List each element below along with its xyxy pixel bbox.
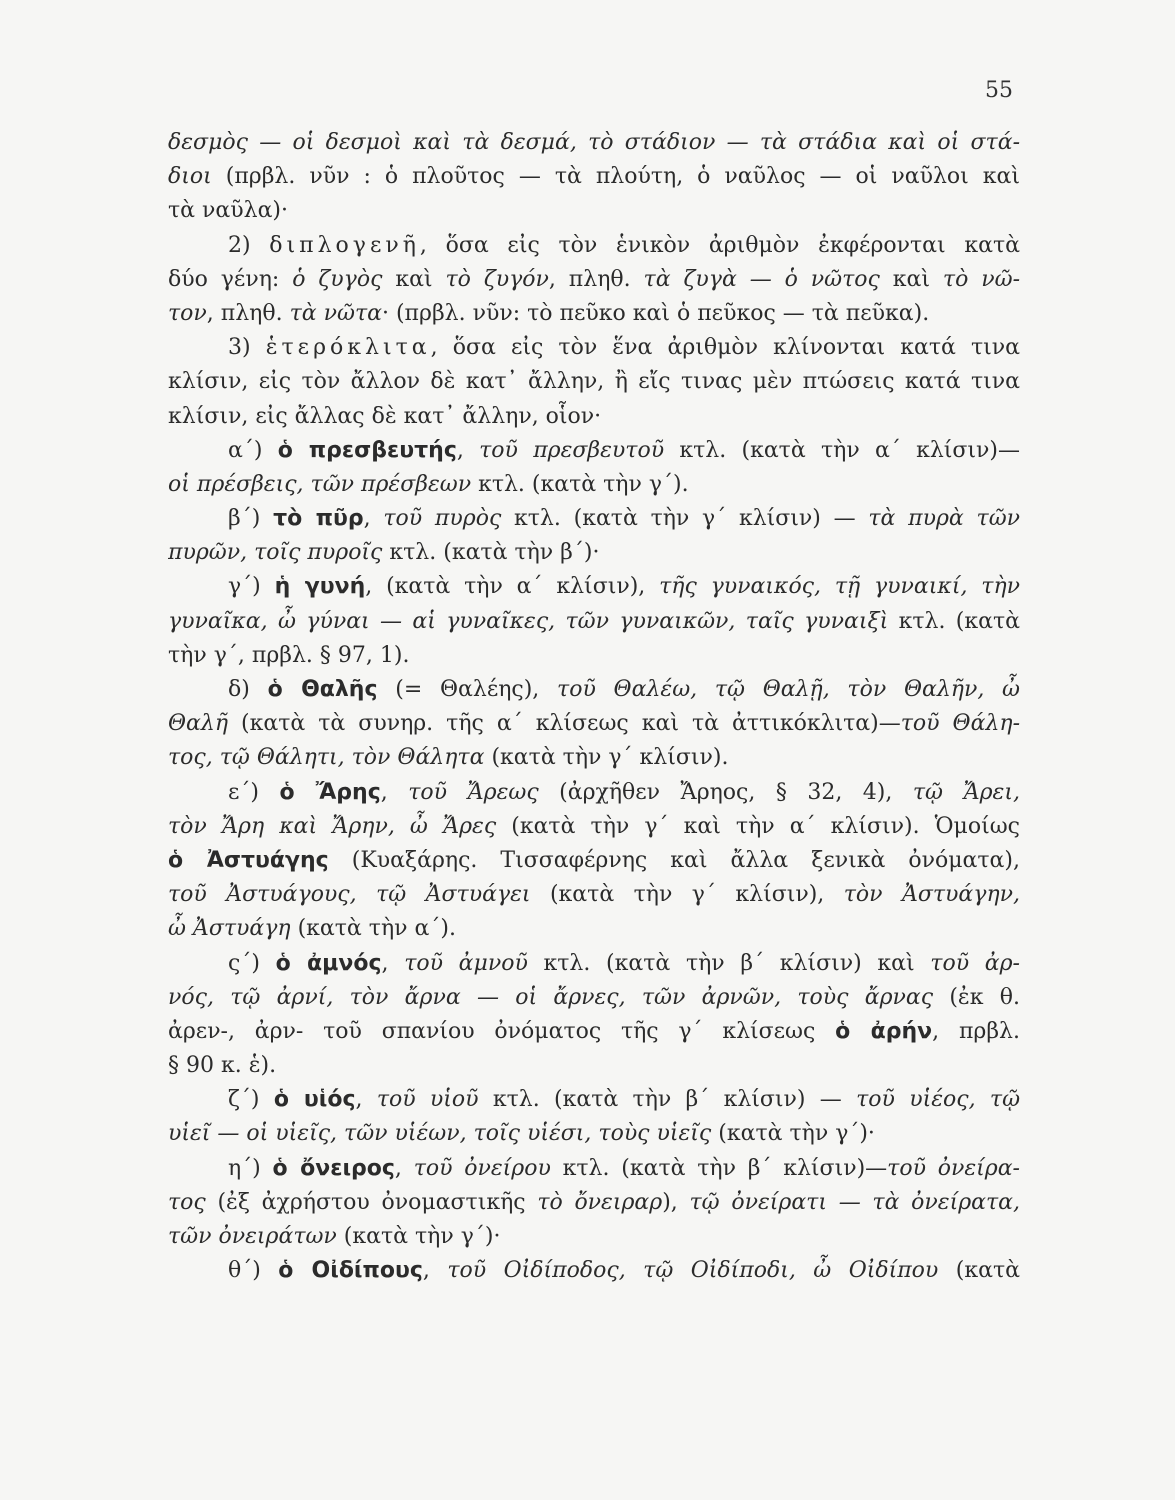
text-line [168, 1117, 1020, 1151]
text-run: τοῦ Ἄρεως [408, 779, 539, 805]
text-run: υἱεῖ — οἱ υἱεῖς, τῶν υἱέων, τοῖς υἱέσι, τοὺς υἱεῖς [168, 1121, 712, 1147]
text-line [168, 741, 1020, 775]
text-run: κλίσιν, εἰς ἄλλας δὲ κατ᾽ ἄλλην, οἷον· [168, 403, 602, 429]
headword: ὁ ὄνειρος [272, 1155, 395, 1181]
text-run: κτλ. (κατὰ τὴν α΄ κλίσιν)— [664, 437, 1020, 463]
text-line [168, 605, 1020, 639]
text-run: τος, τῷ Θάλητι, τὸν Θάλητα [168, 745, 485, 771]
text-line [168, 1015, 1020, 1049]
text-line [168, 673, 1020, 707]
text-line [168, 263, 1020, 297]
text-run: τὰ ζυγὰ — ὁ νῶτος [643, 266, 880, 292]
headword: ἡ γυνή [274, 574, 366, 600]
text-run: , ὅσα εἰς τὸν ἕνα ἀριθμὸν κλίνονται κατά τινα [430, 335, 1020, 361]
text-line [168, 536, 1020, 570]
text-run: τὰ πυρὰ τῶν [868, 506, 1020, 532]
text-run: δύο γένη: [168, 266, 293, 292]
text-run: κτλ. (κατὰ τὴν β΄ κλίσιν)— [550, 1155, 888, 1181]
text-line [168, 400, 1020, 434]
text-line [168, 502, 1020, 536]
headword: ὁ ἀμνός [275, 950, 382, 976]
text-run: β΄) [228, 506, 274, 532]
text-run: (κατὰ [938, 1258, 1020, 1284]
text-run: καὶ [879, 266, 943, 292]
text-line [168, 947, 1020, 981]
text-run: τὰ νῶτα [289, 300, 382, 326]
text-run: κτλ. (κατὰ [888, 608, 1020, 634]
text-line [168, 1254, 1020, 1288]
text-line [168, 434, 1020, 468]
text-run: τοῦ ὀνείρου [413, 1155, 551, 1181]
text-run: (κατὰ τὴν γ΄)· [336, 1224, 501, 1249]
text-run: · (πρβλ. νῦν: τὸ πεῦκο καὶ ὁ πεῦκος — τὰ πεῦκα). [381, 300, 930, 326]
text-line [168, 194, 1020, 228]
text-run: , [380, 779, 409, 805]
text-line [168, 1049, 1020, 1083]
text-run: τοῦ Ἀστυάγους, τῷ Ἀστυάγει [168, 882, 531, 908]
page-number: 55 [985, 78, 1013, 103]
headword: ὁ Θαλῆς [267, 677, 378, 702]
text-run: τὴν γ΄, πρβλ. § 97, 1). [168, 642, 410, 668]
text-line [168, 1083, 1020, 1117]
headword: ὁ Ἀστυάγης [168, 847, 329, 873]
text-run: (ἐξ ἀχρήστου ὀνομαστικῆς [205, 1189, 538, 1215]
text-line [168, 297, 1020, 331]
text-line [168, 912, 1020, 946]
text-line [168, 1220, 1020, 1254]
text-run: τὸ νῶ- [942, 266, 1020, 292]
headword: ὁ Οἰδίπους [278, 1258, 423, 1284]
text-line [168, 1186, 1020, 1220]
text-line [168, 365, 1020, 399]
text-run: , (κατὰ τὴν α΄ κλίσιν), [365, 574, 660, 600]
text-run: (πρβλ. νῦν : ὁ πλοῦτος — τὰ πλούτη, ὁ ναῦλος — οἱ ναῦλοι καὶ [211, 164, 1020, 190]
text-run: τὸ ὄνειραρ [537, 1189, 663, 1215]
text-run: , ὅσα εἰς τὸν ἑνικὸν ἀριθμὸν ἐκφέρονται κατὰ [419, 232, 1020, 258]
text-run: διοι [168, 164, 212, 190]
text-run: κτλ. (κατὰ τὴν β΄ κλίσιν) καὶ [527, 950, 931, 976]
text-run: τοῦ Θάλη- [900, 711, 1020, 737]
text-run: τοῦ ὀνείρα- [887, 1155, 1020, 1181]
text-run: τος [168, 1189, 206, 1215]
text-run: κλίσιν, εἰς τὸν ἄλλον δὲ κατ᾽ ἄλλην, ἢ εἴς τινας μὲν πτώσεις κατά τινα [168, 369, 1020, 395]
text-run: καὶ [382, 266, 446, 292]
headword: ὁ ἀρήν [835, 1018, 933, 1044]
text-run: τοῦ ἀμνοῦ [404, 950, 528, 976]
text-run: νός, τῷ ἀρνί, τὸν ἄρνα — οἱ ἄρνες, τῶν ἀρνῶν, τοὺς ἄρνας [168, 984, 934, 1010]
headword: τὸ πῦρ [273, 506, 364, 532]
text-run: (κατὰ τὴν γ΄ καὶ τὴν α΄ κλίσιν). Ὁμοίως [496, 813, 1020, 839]
text-run: διπλογενῆ [269, 232, 420, 258]
text-run: τοῦ πυρὸς [383, 506, 502, 532]
text-line [168, 1152, 1020, 1186]
headword: ὁ υἱός [273, 1087, 356, 1113]
text-run: , [394, 1155, 414, 1181]
text-run: ζ΄) [228, 1087, 274, 1113]
text-run: § 90 κ. ἑ). [168, 1053, 277, 1079]
text-run: (ἀρχῆθεν Ἄρηος, § 32, 4), [538, 779, 913, 805]
body-text [168, 126, 1020, 1288]
text-run: , [422, 1258, 448, 1284]
text-line [168, 776, 1020, 810]
text-run: 2) [228, 232, 270, 258]
text-run: τῶν ὀνειράτων [168, 1224, 337, 1249]
text-run: , πληθ. [548, 266, 644, 292]
text-run: τὸν Ἀστυάγην, [843, 882, 1020, 908]
text-run: (Κυαξάρης. Τισσαφέρνης καὶ ἄλλα ξενικὰ ὀνόματα), [328, 847, 1020, 873]
text-run: τοῦ υἱοῦ [376, 1087, 479, 1113]
text-run: (ἐκ θ. [933, 984, 1020, 1010]
text-run: τοῦ υἱέος, τῷ [856, 1087, 1020, 1113]
text-run: ὦ Ἀστυάγη [168, 916, 291, 942]
text-run: , [355, 1087, 377, 1113]
text-run: κτλ. (κατὰ τὴν β΄ κλίσιν) — [478, 1087, 857, 1113]
text-run: τοῦ Οἰδίποδος, τῷ Οἰδίποδι, ὦ Οἰδίπου [447, 1258, 939, 1284]
text-run: ς΄) [228, 950, 276, 976]
text-run: , [363, 506, 384, 532]
text-run: , [456, 437, 480, 463]
text-run: , πρβλ. [932, 1018, 1020, 1044]
text-run: ε΄) [228, 779, 280, 805]
text-run: τοῦ Θαλέω, τῷ Θαλῇ, τὸν Θαλῆν, ὦ [557, 677, 1020, 702]
text-run: (= Θαλέης), [377, 677, 558, 702]
text-run: θ΄) [228, 1258, 279, 1284]
text-line [168, 160, 1020, 194]
text-run: α΄) [228, 437, 278, 463]
text-line [168, 468, 1020, 502]
text-line [168, 126, 1020, 160]
text-line [168, 229, 1020, 263]
text-run: τῆς γυναικός, τῇ γυναικί, τὴν [659, 574, 1020, 600]
headword: ὁ πρεσβευτής [277, 437, 457, 463]
text-line [168, 878, 1020, 912]
text-run: τὸ ζυγόν [445, 266, 549, 292]
text-line [168, 331, 1020, 365]
text-run: τοῦ πρεσβευτοῦ [479, 437, 665, 463]
text-line [168, 981, 1020, 1015]
headword: ὁ Ἄρης [279, 779, 381, 805]
text-run: τὸν Ἄρη καὶ Ἄρην, ὦ Ἄρες [168, 813, 497, 839]
text-line [168, 810, 1020, 844]
text-run: δ) [228, 677, 268, 702]
text-line [168, 707, 1020, 741]
text-run: , [381, 950, 405, 976]
text-run: ἀρεν-, ἀρν- τοῦ σπανίου ὀνόματος τῆς γ΄ κλίσεως [168, 1018, 836, 1044]
text-run: δεσμὸς — οἱ δεσμοὶ καὶ τὰ δεσμά, τὸ στάδιον — τὰ στάδια καὶ οἱ στά- [168, 130, 1020, 155]
text-run: πυρῶν, τοῖς πυροῖς [168, 540, 383, 566]
text-run: , πληθ. [206, 300, 290, 326]
text-run: η΄) [228, 1155, 273, 1181]
text-run: γ΄) [228, 574, 275, 600]
text-run: (κατὰ τὴν γ΄ κλίσιν). [484, 745, 729, 771]
text-run: τοῦ ἀρ- [930, 950, 1020, 976]
text-line [168, 639, 1020, 673]
text-run: ἑτερόκλιτα [265, 335, 431, 361]
text-run: τῷ Ἄρει, [912, 779, 1020, 805]
text-run: (κατὰ τὴν α΄). [290, 916, 456, 942]
text-run: τὰ ναῦλα)· [168, 198, 289, 224]
text-run: 3) [228, 335, 266, 361]
text-run: Θαλῆ [168, 711, 229, 737]
text-run: τῷ ὀνείρατι — τὰ ὀνείρατα, [689, 1189, 1020, 1215]
text-run: γυναῖκα, ὦ γύναι — αἱ γυναῖκες, τῶν γυναικῶν, ταῖς γυναιξὶ [168, 608, 889, 634]
text-run: (κατὰ τὴν γ΄ κλίσιν), [530, 882, 844, 908]
text-line [168, 570, 1020, 604]
text-run: κτλ. (κατὰ τὴν γ΄ κλίσιν) — [501, 506, 869, 532]
text-run: κτλ. (κατὰ τὴν β΄)· [382, 540, 600, 566]
text-run: (κατὰ τὰ συνηρ. τῆς α΄ κλίσεως καὶ τὰ ἀττικόκλιτα)— [228, 711, 901, 737]
text-run: (κατὰ τὴν γ΄)· [711, 1121, 875, 1147]
text-run: τον [168, 300, 207, 326]
text-line [168, 844, 1020, 878]
text-run: ὁ ζυγὸς [292, 266, 383, 292]
text-run: ), [662, 1189, 690, 1215]
text-run: οἱ πρέσβεις, τῶν πρέσβεων [168, 471, 472, 497]
text-run: κτλ. (κατὰ τὴν γ΄). [471, 471, 689, 497]
